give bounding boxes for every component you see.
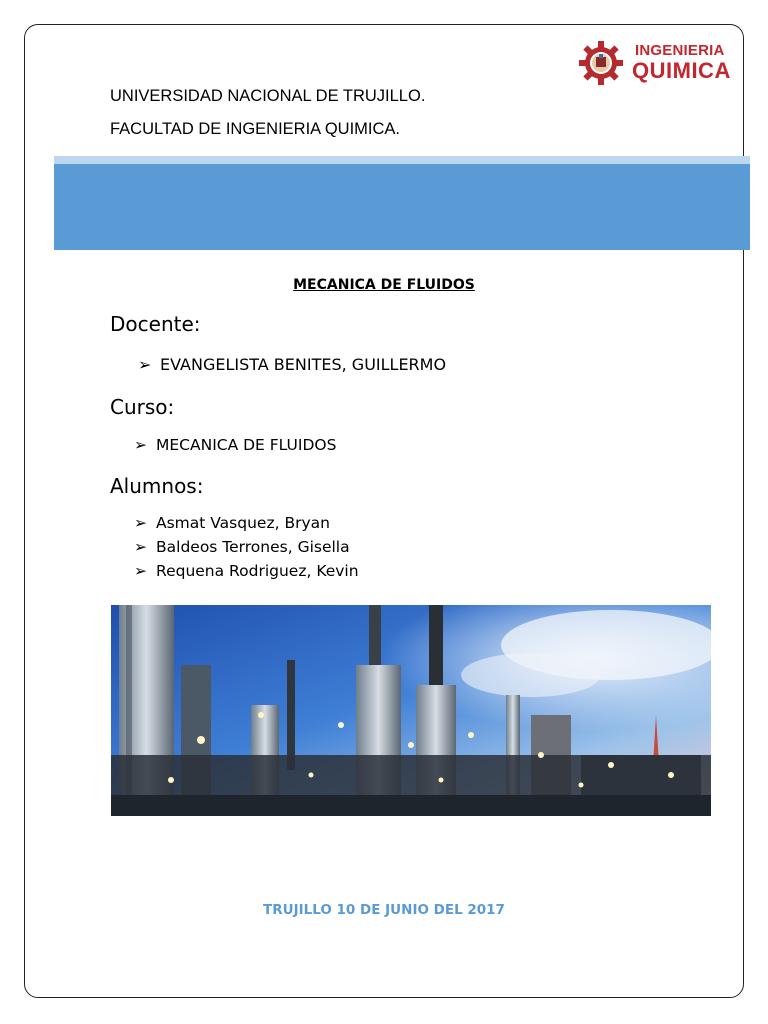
alumno-name: Baldeos Terrones, Gisella [156,538,350,556]
docente-label: Docente: [110,312,201,336]
bullet-arrow-icon: ➢ [134,538,147,556]
curso-item [134,436,336,454]
logo-text-line2: QUIMICA [632,58,731,83]
gear-emblem-icon [578,40,626,86]
bullet-arrow-icon: ➢ [134,436,147,454]
curso-label: Curso: [110,395,175,419]
university-name: UNIVERSIDAD NACIONAL DE TRUJILLO. [110,87,426,105]
footer-date: TRUJILLO 10 DE JUNIO DEL 2017 [263,902,505,918]
docente-name: EVANGELISTA BENITES, GUILLERMO [160,355,447,374]
alumno-name: Asmat Vasquez, Bryan [156,514,330,532]
document-title: MECANICA DE FLUIDOS [293,277,475,293]
bullet-arrow-icon: ➢ [134,514,147,532]
alumno-item [134,562,359,580]
alumno-item [134,538,350,556]
logo-text-line1: INGENIERIA [635,42,725,59]
decorative-band [54,164,750,250]
bullet-arrow-icon: ➢ [134,562,147,580]
alumno-name: Requena Rodriguez, Kevin [156,562,359,580]
bullet-arrow-icon: ➢ [138,355,152,374]
refinery-photo [111,605,711,816]
decorative-band-highlight [54,156,750,164]
faculty-logo [578,40,738,86]
alumno-item [134,514,330,532]
curso-name: MECANICA DE FLUIDOS [156,436,337,454]
faculty-name: FACULTAD DE INGENIERIA QUIMICA. [110,120,401,138]
docente-item [138,355,446,374]
alumnos-label: Alumnos: [110,474,204,498]
